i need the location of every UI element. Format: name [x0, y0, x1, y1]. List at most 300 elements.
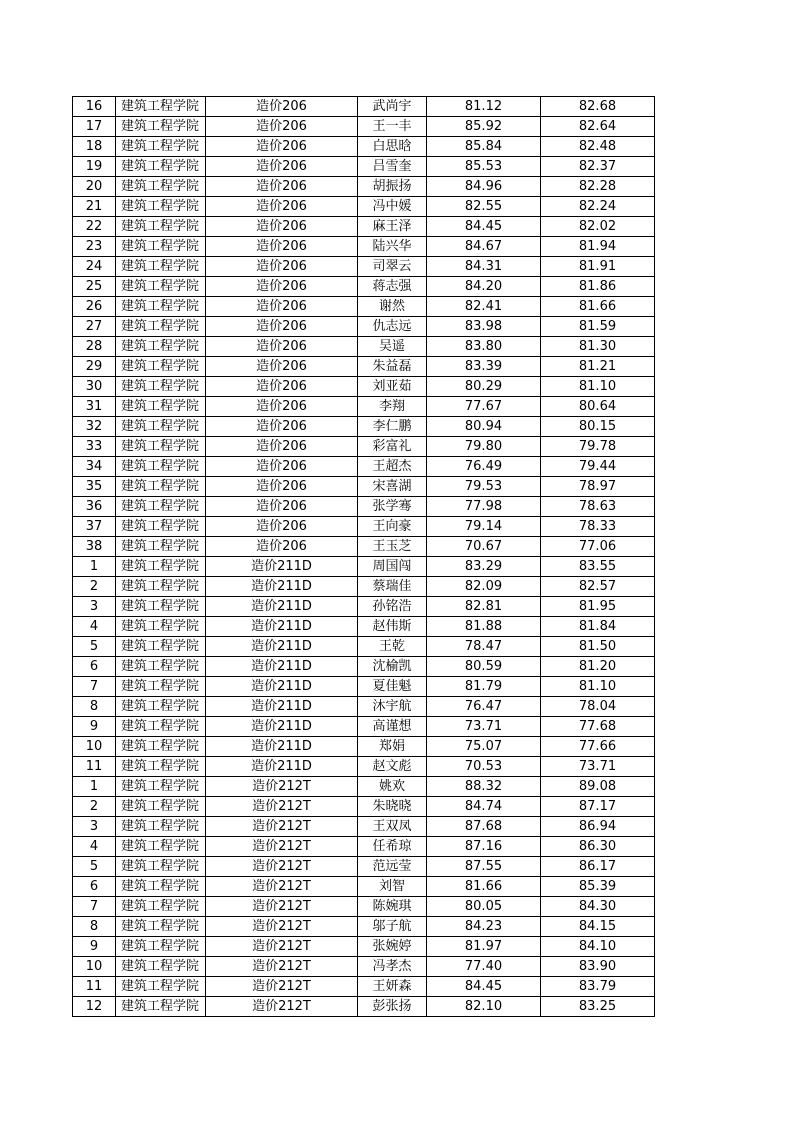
row-number-cell: 7	[73, 897, 116, 917]
student-name-cell: 孙铭浩	[358, 597, 427, 617]
score-a-cell: 83.29	[427, 557, 541, 577]
class-cell: 造价211D	[206, 597, 358, 617]
student-name-cell: 彭张扬	[358, 997, 427, 1017]
table-row	[73, 777, 655, 797]
row-number-cell: 38	[73, 537, 116, 557]
college-cell: 建筑工程学院	[116, 437, 206, 457]
class-cell: 造价211D	[206, 617, 358, 637]
score-a-cell: 82.09	[427, 577, 541, 597]
college-cell: 建筑工程学院	[116, 817, 206, 837]
table-row	[73, 177, 655, 197]
student-name-cell: 赵伟斯	[358, 617, 427, 637]
college-cell: 建筑工程学院	[116, 217, 206, 237]
student-name-cell: 王乾	[358, 637, 427, 657]
student-name-cell: 李仁鹏	[358, 417, 427, 437]
score-b-cell: 82.24	[541, 197, 655, 217]
score-table	[72, 96, 655, 1017]
score-a-cell: 76.47	[427, 697, 541, 717]
score-b-cell: 81.50	[541, 637, 655, 657]
college-cell: 建筑工程学院	[116, 677, 206, 697]
class-cell: 造价211D	[206, 717, 358, 737]
row-number-cell: 1	[73, 557, 116, 577]
class-cell: 造价212T	[206, 917, 358, 937]
college-cell: 建筑工程学院	[116, 697, 206, 717]
score-b-cell: 79.78	[541, 437, 655, 457]
row-number-cell: 10	[73, 737, 116, 757]
score-b-cell: 82.68	[541, 97, 655, 117]
table-row	[73, 837, 655, 857]
row-number-cell: 9	[73, 937, 116, 957]
score-b-cell: 77.06	[541, 537, 655, 557]
college-cell: 建筑工程学院	[116, 877, 206, 897]
score-a-cell: 73.71	[427, 717, 541, 737]
college-cell: 建筑工程学院	[116, 837, 206, 857]
score-a-cell: 79.53	[427, 477, 541, 497]
row-number-cell: 2	[73, 577, 116, 597]
row-number-cell: 37	[73, 517, 116, 537]
row-number-cell: 20	[73, 177, 116, 197]
student-name-cell: 姚欢	[358, 777, 427, 797]
table-row	[73, 377, 655, 397]
score-b-cell: 86.30	[541, 837, 655, 857]
score-a-cell: 82.55	[427, 197, 541, 217]
score-a-cell: 81.66	[427, 877, 541, 897]
table-row	[73, 797, 655, 817]
row-number-cell: 35	[73, 477, 116, 497]
table-row	[73, 877, 655, 897]
row-number-cell: 33	[73, 437, 116, 457]
college-cell: 建筑工程学院	[116, 137, 206, 157]
college-cell: 建筑工程学院	[116, 477, 206, 497]
table-row	[73, 997, 655, 1017]
student-name-cell: 陆兴华	[358, 237, 427, 257]
table-row	[73, 937, 655, 957]
student-name-cell: 范远莹	[358, 857, 427, 877]
college-cell: 建筑工程学院	[116, 857, 206, 877]
student-name-cell: 胡振扬	[358, 177, 427, 197]
score-b-cell: 85.39	[541, 877, 655, 897]
row-number-cell: 6	[73, 877, 116, 897]
score-b-cell: 81.66	[541, 297, 655, 317]
student-name-cell: 吴遥	[358, 337, 427, 357]
student-name-cell: 蒋志强	[358, 277, 427, 297]
student-name-cell: 沈榆凯	[358, 657, 427, 677]
table-row	[73, 717, 655, 737]
score-a-cell: 80.59	[427, 657, 541, 677]
row-number-cell: 9	[73, 717, 116, 737]
score-b-cell: 81.95	[541, 597, 655, 617]
class-cell: 造价206	[206, 537, 358, 557]
class-cell: 造价206	[206, 157, 358, 177]
student-name-cell: 王双凤	[358, 817, 427, 837]
row-number-cell: 5	[73, 637, 116, 657]
college-cell: 建筑工程学院	[116, 797, 206, 817]
class-cell: 造价212T	[206, 957, 358, 977]
student-name-cell: 高谨想	[358, 717, 427, 737]
student-name-cell: 张婉婷	[358, 937, 427, 957]
score-a-cell: 79.80	[427, 437, 541, 457]
college-cell: 建筑工程学院	[116, 317, 206, 337]
class-cell: 造价211D	[206, 697, 358, 717]
student-name-cell: 夏佳魁	[358, 677, 427, 697]
student-name-cell: 彩富礼	[358, 437, 427, 457]
row-number-cell: 34	[73, 457, 116, 477]
score-b-cell: 86.17	[541, 857, 655, 877]
student-name-cell: 司翠云	[358, 257, 427, 277]
table-row	[73, 97, 655, 117]
class-cell: 造价211D	[206, 577, 358, 597]
college-cell: 建筑工程学院	[116, 497, 206, 517]
score-b-cell: 87.17	[541, 797, 655, 817]
student-name-cell: 谢然	[358, 297, 427, 317]
student-name-cell: 宋喜湖	[358, 477, 427, 497]
row-number-cell: 25	[73, 277, 116, 297]
score-b-cell: 86.94	[541, 817, 655, 837]
student-name-cell: 吕雪奎	[358, 157, 427, 177]
score-a-cell: 81.79	[427, 677, 541, 697]
college-cell: 建筑工程学院	[116, 377, 206, 397]
college-cell: 建筑工程学院	[116, 617, 206, 637]
score-a-cell: 79.14	[427, 517, 541, 537]
college-cell: 建筑工程学院	[116, 97, 206, 117]
class-cell: 造价212T	[206, 777, 358, 797]
table-row	[73, 517, 655, 537]
college-cell: 建筑工程学院	[116, 897, 206, 917]
table-row	[73, 737, 655, 757]
score-b-cell: 79.44	[541, 457, 655, 477]
class-cell: 造价212T	[206, 877, 358, 897]
row-number-cell: 1	[73, 777, 116, 797]
table-row	[73, 117, 655, 137]
row-number-cell: 6	[73, 657, 116, 677]
score-a-cell: 81.88	[427, 617, 541, 637]
student-name-cell: 任希琼	[358, 837, 427, 857]
score-a-cell: 82.81	[427, 597, 541, 617]
score-b-cell: 73.71	[541, 757, 655, 777]
student-name-cell: 朱晓晓	[358, 797, 427, 817]
score-a-cell: 84.67	[427, 237, 541, 257]
score-b-cell: 82.64	[541, 117, 655, 137]
student-name-cell: 白思晗	[358, 137, 427, 157]
score-a-cell: 80.94	[427, 417, 541, 437]
table-row	[73, 197, 655, 217]
score-a-cell: 76.49	[427, 457, 541, 477]
table-row	[73, 457, 655, 477]
class-cell: 造价206	[206, 177, 358, 197]
score-a-cell: 75.07	[427, 737, 541, 757]
class-cell: 造价206	[206, 257, 358, 277]
student-name-cell: 仇志远	[358, 317, 427, 337]
score-b-cell: 84.30	[541, 897, 655, 917]
row-number-cell: 5	[73, 857, 116, 877]
score-b-cell: 77.66	[541, 737, 655, 757]
table-row	[73, 317, 655, 337]
table-row	[73, 957, 655, 977]
row-number-cell: 32	[73, 417, 116, 437]
score-a-cell: 85.92	[427, 117, 541, 137]
college-cell: 建筑工程学院	[116, 997, 206, 1017]
score-b-cell: 83.90	[541, 957, 655, 977]
student-name-cell: 冯中媛	[358, 197, 427, 217]
score-b-cell: 82.57	[541, 577, 655, 597]
score-b-cell: 80.64	[541, 397, 655, 417]
class-cell: 造价206	[206, 337, 358, 357]
student-name-cell: 王一丰	[358, 117, 427, 137]
student-name-cell: 张学骞	[358, 497, 427, 517]
score-a-cell: 84.96	[427, 177, 541, 197]
class-cell: 造价206	[206, 417, 358, 437]
table-row	[73, 977, 655, 997]
score-b-cell: 81.94	[541, 237, 655, 257]
class-cell: 造价206	[206, 317, 358, 337]
row-number-cell: 11	[73, 977, 116, 997]
score-b-cell: 81.21	[541, 357, 655, 377]
score-b-cell: 81.30	[541, 337, 655, 357]
row-number-cell: 11	[73, 757, 116, 777]
class-cell: 造价211D	[206, 737, 358, 757]
table-row	[73, 277, 655, 297]
college-cell: 建筑工程学院	[116, 337, 206, 357]
score-b-cell: 78.63	[541, 497, 655, 517]
college-cell: 建筑工程学院	[116, 717, 206, 737]
score-a-cell: 81.12	[427, 97, 541, 117]
class-cell: 造价212T	[206, 977, 358, 997]
table-row	[73, 697, 655, 717]
row-number-cell: 8	[73, 697, 116, 717]
class-cell: 造价211D	[206, 657, 358, 677]
college-cell: 建筑工程学院	[116, 597, 206, 617]
class-cell: 造价211D	[206, 637, 358, 657]
row-number-cell: 19	[73, 157, 116, 177]
score-a-cell: 84.45	[427, 217, 541, 237]
class-cell: 造价206	[206, 437, 358, 457]
row-number-cell: 22	[73, 217, 116, 237]
table-row	[73, 437, 655, 457]
score-a-cell: 88.32	[427, 777, 541, 797]
class-cell: 造价211D	[206, 557, 358, 577]
class-cell: 造价206	[206, 377, 358, 397]
class-cell: 造价212T	[206, 857, 358, 877]
score-b-cell: 84.15	[541, 917, 655, 937]
student-name-cell: 沐宇航	[358, 697, 427, 717]
table-row	[73, 497, 655, 517]
class-cell: 造价206	[206, 117, 358, 137]
score-b-cell: 89.08	[541, 777, 655, 797]
class-cell: 造价212T	[206, 897, 358, 917]
score-a-cell: 81.97	[427, 937, 541, 957]
class-cell: 造价206	[206, 217, 358, 237]
score-b-cell: 82.28	[541, 177, 655, 197]
college-cell: 建筑工程学院	[116, 957, 206, 977]
class-cell: 造价212T	[206, 797, 358, 817]
table-row	[73, 537, 655, 557]
row-number-cell: 2	[73, 797, 116, 817]
college-cell: 建筑工程学院	[116, 177, 206, 197]
college-cell: 建筑工程学院	[116, 977, 206, 997]
class-cell: 造价212T	[206, 997, 358, 1017]
table-row	[73, 897, 655, 917]
score-b-cell: 81.10	[541, 377, 655, 397]
class-cell: 造价206	[206, 277, 358, 297]
college-cell: 建筑工程学院	[116, 577, 206, 597]
table-row	[73, 657, 655, 677]
class-cell: 造价206	[206, 137, 358, 157]
student-name-cell: 蔡瑞佳	[358, 577, 427, 597]
table-row	[73, 397, 655, 417]
class-cell: 造价206	[206, 457, 358, 477]
student-name-cell: 冯孝杰	[358, 957, 427, 977]
score-b-cell: 81.91	[541, 257, 655, 277]
score-b-cell: 81.84	[541, 617, 655, 637]
row-number-cell: 12	[73, 997, 116, 1017]
table-row	[73, 137, 655, 157]
student-name-cell: 王玉芝	[358, 537, 427, 557]
college-cell: 建筑工程学院	[116, 297, 206, 317]
score-a-cell: 83.80	[427, 337, 541, 357]
college-cell: 建筑工程学院	[116, 937, 206, 957]
table-row	[73, 577, 655, 597]
row-number-cell: 8	[73, 917, 116, 937]
class-cell: 造价206	[206, 397, 358, 417]
student-name-cell: 刘智	[358, 877, 427, 897]
score-a-cell: 77.98	[427, 497, 541, 517]
college-cell: 建筑工程学院	[116, 397, 206, 417]
score-a-cell: 84.45	[427, 977, 541, 997]
score-b-cell: 83.79	[541, 977, 655, 997]
score-a-cell: 84.31	[427, 257, 541, 277]
class-cell: 造价206	[206, 357, 358, 377]
college-cell: 建筑工程学院	[116, 237, 206, 257]
score-b-cell: 77.68	[541, 717, 655, 737]
row-number-cell: 31	[73, 397, 116, 417]
college-cell: 建筑工程学院	[116, 457, 206, 477]
table-row	[73, 637, 655, 657]
student-name-cell: 王向豪	[358, 517, 427, 537]
table-row	[73, 917, 655, 937]
table-row	[73, 617, 655, 637]
college-cell: 建筑工程学院	[116, 517, 206, 537]
college-cell: 建筑工程学院	[116, 357, 206, 377]
score-a-cell: 70.53	[427, 757, 541, 777]
college-cell: 建筑工程学院	[116, 917, 206, 937]
score-b-cell: 83.25	[541, 997, 655, 1017]
college-cell: 建筑工程学院	[116, 157, 206, 177]
row-number-cell: 3	[73, 817, 116, 837]
class-cell: 造价206	[206, 477, 358, 497]
row-number-cell: 30	[73, 377, 116, 397]
student-name-cell: 李翔	[358, 397, 427, 417]
row-number-cell: 36	[73, 497, 116, 517]
score-a-cell: 78.47	[427, 637, 541, 657]
student-name-cell: 郑娟	[358, 737, 427, 757]
college-cell: 建筑工程学院	[116, 637, 206, 657]
class-cell: 造价206	[206, 497, 358, 517]
score-a-cell: 84.74	[427, 797, 541, 817]
student-name-cell: 邬子航	[358, 917, 427, 937]
score-a-cell: 83.39	[427, 357, 541, 377]
college-cell: 建筑工程学院	[116, 557, 206, 577]
college-cell: 建筑工程学院	[116, 117, 206, 137]
college-cell: 建筑工程学院	[116, 277, 206, 297]
score-a-cell: 87.55	[427, 857, 541, 877]
row-number-cell: 7	[73, 677, 116, 697]
score-b-cell: 82.48	[541, 137, 655, 157]
score-a-cell: 80.05	[427, 897, 541, 917]
score-b-cell: 81.20	[541, 657, 655, 677]
class-cell: 造价206	[206, 197, 358, 217]
student-name-cell: 武尚宇	[358, 97, 427, 117]
class-cell: 造价206	[206, 237, 358, 257]
score-a-cell: 70.67	[427, 537, 541, 557]
student-name-cell: 周国闯	[358, 557, 427, 577]
student-name-cell: 麻王泽	[358, 217, 427, 237]
row-number-cell: 10	[73, 957, 116, 977]
row-number-cell: 16	[73, 97, 116, 117]
row-number-cell: 29	[73, 357, 116, 377]
row-number-cell: 23	[73, 237, 116, 257]
score-b-cell: 78.97	[541, 477, 655, 497]
table-row	[73, 677, 655, 697]
score-a-cell: 77.40	[427, 957, 541, 977]
student-name-cell: 刘亚茹	[358, 377, 427, 397]
score-b-cell: 82.02	[541, 217, 655, 237]
score-a-cell: 82.10	[427, 997, 541, 1017]
score-b-cell: 80.15	[541, 417, 655, 437]
class-cell: 造价212T	[206, 837, 358, 857]
score-table-body	[73, 97, 655, 1017]
row-number-cell: 4	[73, 617, 116, 637]
score-a-cell: 87.16	[427, 837, 541, 857]
class-cell: 造价212T	[206, 817, 358, 837]
class-cell: 造价206	[206, 517, 358, 537]
student-name-cell: 王妍森	[358, 977, 427, 997]
score-a-cell: 85.84	[427, 137, 541, 157]
class-cell: 造价211D	[206, 757, 358, 777]
score-a-cell: 84.23	[427, 917, 541, 937]
table-row	[73, 337, 655, 357]
college-cell: 建筑工程学院	[116, 777, 206, 797]
table-row	[73, 237, 655, 257]
college-cell: 建筑工程学院	[116, 257, 206, 277]
student-name-cell: 陈婉琪	[358, 897, 427, 917]
score-b-cell: 81.86	[541, 277, 655, 297]
score-a-cell: 77.67	[427, 397, 541, 417]
score-b-cell: 84.10	[541, 937, 655, 957]
college-cell: 建筑工程学院	[116, 537, 206, 557]
row-number-cell: 26	[73, 297, 116, 317]
score-b-cell: 78.04	[541, 697, 655, 717]
table-row	[73, 157, 655, 177]
score-b-cell: 78.33	[541, 517, 655, 537]
score-a-cell: 82.41	[427, 297, 541, 317]
class-cell: 造价206	[206, 297, 358, 317]
table-row	[73, 417, 655, 437]
table-row	[73, 257, 655, 277]
row-number-cell: 17	[73, 117, 116, 137]
class-cell: 造价212T	[206, 937, 358, 957]
score-b-cell: 81.59	[541, 317, 655, 337]
table-row	[73, 297, 655, 317]
table-row	[73, 857, 655, 877]
score-b-cell: 81.10	[541, 677, 655, 697]
row-number-cell: 27	[73, 317, 116, 337]
row-number-cell: 24	[73, 257, 116, 277]
table-row	[73, 757, 655, 777]
table-row	[73, 817, 655, 837]
college-cell: 建筑工程学院	[116, 417, 206, 437]
table-row	[73, 477, 655, 497]
row-number-cell: 18	[73, 137, 116, 157]
